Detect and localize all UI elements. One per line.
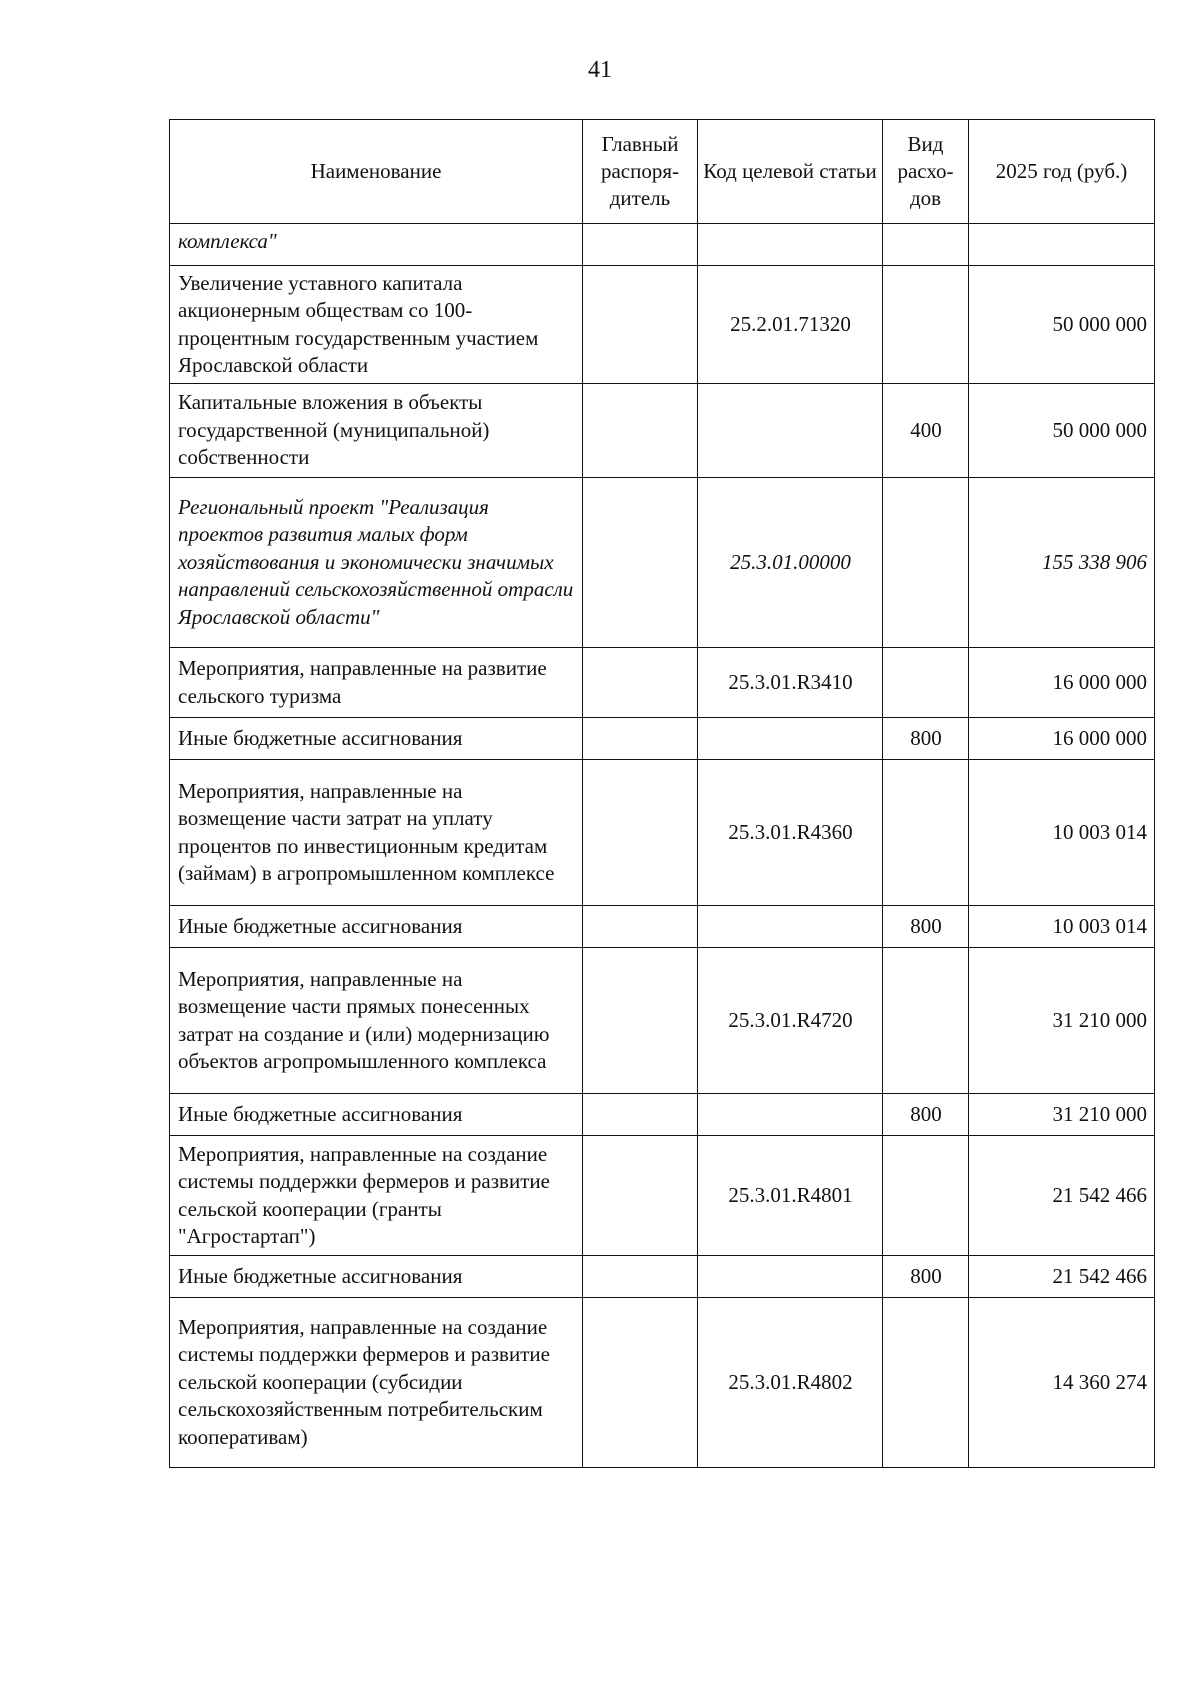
cell-amount-2025: 50 000 000	[969, 384, 1155, 478]
table-row	[170, 648, 1155, 718]
cell-expense-type	[883, 224, 969, 266]
cell-main-manager	[583, 1256, 698, 1298]
table-row	[170, 1136, 1155, 1256]
cell-name: Региональный проект "Реализация проектов развития малых форм хозяйствования и экономически значимых направлений сельскохозяйственной отрасли Ярославской области"	[170, 478, 583, 648]
cell-target-code	[698, 384, 883, 478]
cell-main-manager	[583, 1298, 698, 1468]
table-header	[170, 120, 1155, 224]
table-body	[170, 224, 1155, 1468]
cell-main-manager	[583, 224, 698, 266]
cell-main-manager	[583, 1094, 698, 1136]
header-row	[170, 120, 1155, 224]
table-row	[170, 1094, 1155, 1136]
cell-main-manager	[583, 478, 698, 648]
cell-target-code	[698, 718, 883, 760]
cell-expense-type	[883, 478, 969, 648]
cell-name: комплекса"	[170, 224, 583, 266]
cell-main-manager	[583, 906, 698, 948]
cell-amount-2025	[969, 224, 1155, 266]
cell-target-code: 25.3.01.R4720	[698, 948, 883, 1094]
cell-name: Мероприятия, направленные на возмещение части прямых понесенных затрат на создание и (или) модернизацию объектов агропромышленного комплекса	[170, 948, 583, 1094]
cell-expense-type: 800	[883, 1094, 969, 1136]
cell-target-code: 25.3.01.R3410	[698, 648, 883, 718]
cell-amount-2025: 10 003 014	[969, 760, 1155, 906]
cell-main-manager	[583, 948, 698, 1094]
cell-main-manager	[583, 1136, 698, 1256]
cell-target-code	[698, 906, 883, 948]
cell-target-code: 25.3.01.R4801	[698, 1136, 883, 1256]
table-row	[170, 906, 1155, 948]
cell-name: Увеличение уставного капитала акционерным обществам со 100-процентным государственным участием Ярославской области	[170, 266, 583, 384]
header-name: Наименование	[170, 120, 583, 224]
cell-amount-2025: 31 210 000	[969, 1094, 1155, 1136]
table-row	[170, 224, 1155, 266]
cell-target-code	[698, 1256, 883, 1298]
cell-expense-type: 400	[883, 384, 969, 478]
cell-amount-2025: 155 338 906	[969, 478, 1155, 648]
cell-name: Иные бюджетные ассигнования	[170, 718, 583, 760]
table-row	[170, 384, 1155, 478]
table-row	[170, 266, 1155, 384]
cell-amount-2025: 21 542 466	[969, 1136, 1155, 1256]
cell-expense-type	[883, 1136, 969, 1256]
cell-main-manager	[583, 266, 698, 384]
table-row	[170, 1256, 1155, 1298]
cell-name: Мероприятия, направленные на возмещение части затрат на уплату процентов по инвестиционным кредитам (займам) в агропромышленном комплексе	[170, 760, 583, 906]
cell-main-manager	[583, 760, 698, 906]
header-expense-type: Вид расхо-дов	[883, 120, 969, 224]
cell-expense-type	[883, 948, 969, 1094]
budget-table	[169, 119, 1155, 1468]
cell-expense-type	[883, 266, 969, 384]
cell-expense-type	[883, 1298, 969, 1468]
table-row	[170, 948, 1155, 1094]
cell-expense-type	[883, 760, 969, 906]
header-target-code: Код целевой статьи	[698, 120, 883, 224]
cell-target-code: 25.3.01.R4802	[698, 1298, 883, 1468]
cell-amount-2025: 14 360 274	[969, 1298, 1155, 1468]
cell-amount-2025: 16 000 000	[969, 648, 1155, 718]
cell-name: Иные бюджетные ассигнования	[170, 906, 583, 948]
table-row	[170, 1298, 1155, 1468]
cell-amount-2025: 10 003 014	[969, 906, 1155, 948]
table-row	[170, 760, 1155, 906]
cell-target-code	[698, 224, 883, 266]
cell-name: Капитальные вложения в объекты государственной (муниципальной) собственности	[170, 384, 583, 478]
cell-target-code	[698, 1094, 883, 1136]
cell-amount-2025: 31 210 000	[969, 948, 1155, 1094]
cell-target-code: 25.2.01.71320	[698, 266, 883, 384]
cell-expense-type: 800	[883, 718, 969, 760]
header-amount-2025: 2025 год (руб.)	[969, 120, 1155, 224]
cell-main-manager	[583, 648, 698, 718]
page-number: 41	[588, 57, 612, 83]
cell-main-manager	[583, 384, 698, 478]
cell-expense-type	[883, 648, 969, 718]
cell-amount-2025: 21 542 466	[969, 1256, 1155, 1298]
cell-target-code: 25.3.01.R4360	[698, 760, 883, 906]
cell-target-code: 25.3.01.00000	[698, 478, 883, 648]
table-row	[170, 718, 1155, 760]
cell-amount-2025: 50 000 000	[969, 266, 1155, 384]
table-row	[170, 478, 1155, 648]
header-main-manager: Главный распоря-дитель	[583, 120, 698, 224]
cell-name: Иные бюджетные ассигнования	[170, 1256, 583, 1298]
cell-amount-2025: 16 000 000	[969, 718, 1155, 760]
cell-name: Иные бюджетные ассигнования	[170, 1094, 583, 1136]
cell-name: Мероприятия, направленные на создание системы поддержки фермеров и развитие сельской кооперации (субсидии сельскохозяйственным потребительским кооперативам)	[170, 1298, 583, 1468]
cell-name: Мероприятия, направленные на создание системы поддержки фермеров и развитие сельской кооперации (гранты "Агростартап")	[170, 1136, 583, 1256]
cell-expense-type: 800	[883, 906, 969, 948]
cell-main-manager	[583, 718, 698, 760]
cell-name: Мероприятия, направленные на развитие сельского туризма	[170, 648, 583, 718]
cell-expense-type: 800	[883, 1256, 969, 1298]
